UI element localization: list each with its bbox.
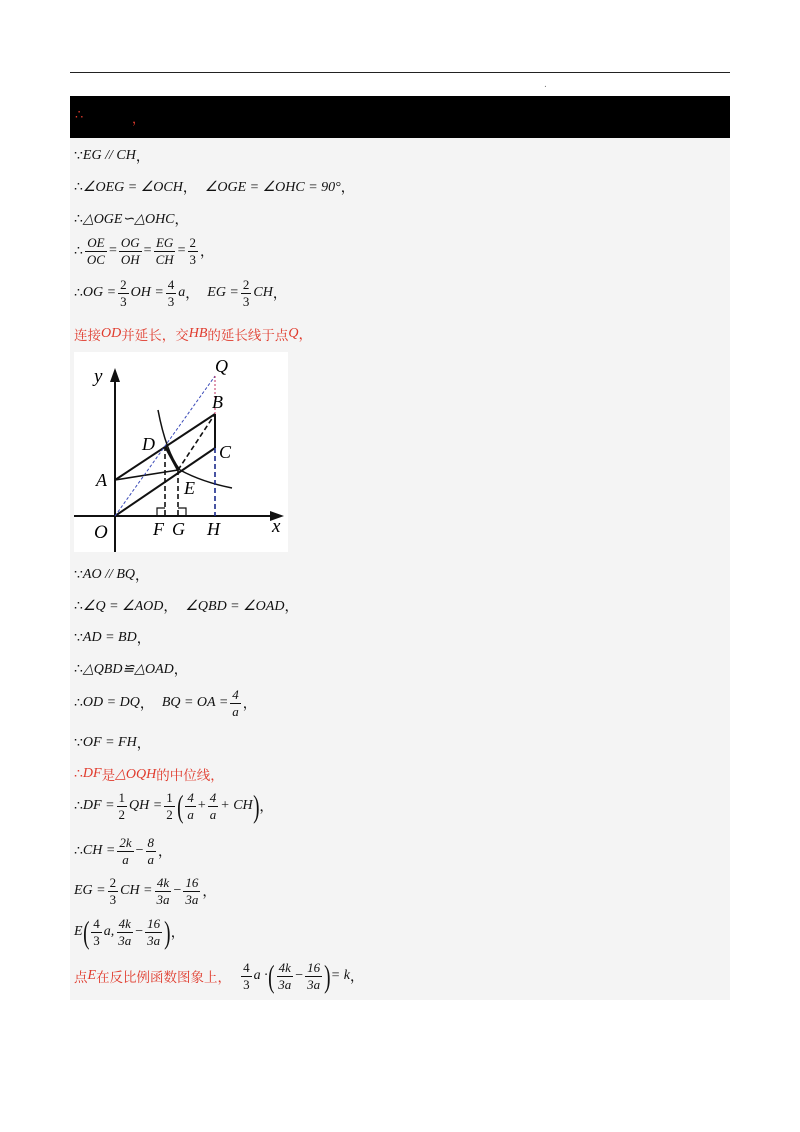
- label-b: B: [212, 392, 223, 412]
- step-e-on-curve: 点 E 在反比例函数图象上， $\frac{4}{3}$ a · ( $\frac{4k}{3a}$ − $\frac{16}{3a}$ ) = k ，: [74, 958, 364, 994]
- step-ch-value: ∴ CH = $\frac{2k}{a}$ − $\frac{8}{a}$ ，: [74, 835, 173, 867]
- right-angle-f: [157, 508, 165, 516]
- label-o: O: [94, 522, 108, 543]
- banner-therefore: ∴: [75, 108, 84, 123]
- label-g: G: [172, 519, 185, 539]
- step-midline: ∴ DF 是 △OQH 的中位线，: [74, 766, 224, 784]
- step-eg-value: EG = $\frac{2}{3}$ CH = $\frac{4k}{3a}$ − $\frac{16}{3a}$ ，: [74, 875, 217, 907]
- label-h: H: [207, 519, 220, 539]
- black-banner: [70, 96, 730, 138]
- step-congruent: ∴ △QBD≌△OAD ，: [74, 661, 188, 678]
- label-c: C: [219, 442, 232, 462]
- label-x: x: [272, 516, 281, 537]
- step-ratio: ∴ $\frac{OE}{OC}$ = $\frac{OG}{OH}$ = $\frac{EG}{CH}$ = $\frac{2}{3}$ ，: [74, 235, 215, 267]
- geometry-diagram: [74, 352, 288, 552]
- label-d: D: [142, 434, 155, 454]
- step-og-eg-values: ∴ OG = $\frac{2}{3}$ OH = $\frac{4}{3}$ a ， EG = $\frac{2}{3}$ CH ，: [74, 277, 287, 309]
- label-y: y: [94, 366, 103, 387]
- step-similar-triangles: ∴ △OGE∽△OHC ，: [74, 211, 189, 228]
- step-e-coordinates: E ( $\frac{4}{3}$ a, $\frac{4k}{3a}$ − $\frac{16}{3a}$ ) ，: [74, 914, 185, 950]
- banner-comma: ，: [132, 112, 146, 127]
- segment-de: [165, 446, 178, 470]
- right-angle-g: [178, 508, 186, 516]
- step-connect-od: 连接 OD 并延长，交 HB 的延长线于点 Q ，: [74, 326, 313, 344]
- step-parallel-ao-bq: ∵ AO // BQ ，: [74, 567, 150, 584]
- step-od-dq: ∴ OD = DQ ， BQ = OA = $\frac{4}{a}$ ，: [74, 687, 257, 719]
- label-e: E: [184, 478, 195, 498]
- step-of-fh: ∵ OF = FH ，: [74, 735, 151, 752]
- step-parallel-eg-ch: ∵ EG // CH ，: [74, 148, 150, 165]
- step-angles-equal: ∴ ∠OEG = ∠OCH ， ∠OGE = ∠OHC = 90° ，: [74, 179, 355, 196]
- step-angles-q: ∴ ∠Q = ∠AOD ， ∠QBD = ∠OAD ，: [74, 598, 299, 615]
- step-ad-bd: ∵ AD = BD ，: [74, 630, 151, 647]
- header-dot: .: [544, 80, 547, 90]
- step-df-expression: ∴ DF = $\frac{1}{2}$ QH = $\frac{1}{2}$ ( $\frac{4}{a}$ + $\frac{4}{a}$ + CH ) ，: [74, 788, 274, 824]
- label-a: A: [96, 470, 107, 490]
- y-axis-arrow: [110, 368, 120, 382]
- label-f: F: [153, 519, 164, 539]
- header-rule: [70, 72, 730, 73]
- label-q: Q: [215, 356, 228, 376]
- geometry-figure: [74, 352, 288, 552]
